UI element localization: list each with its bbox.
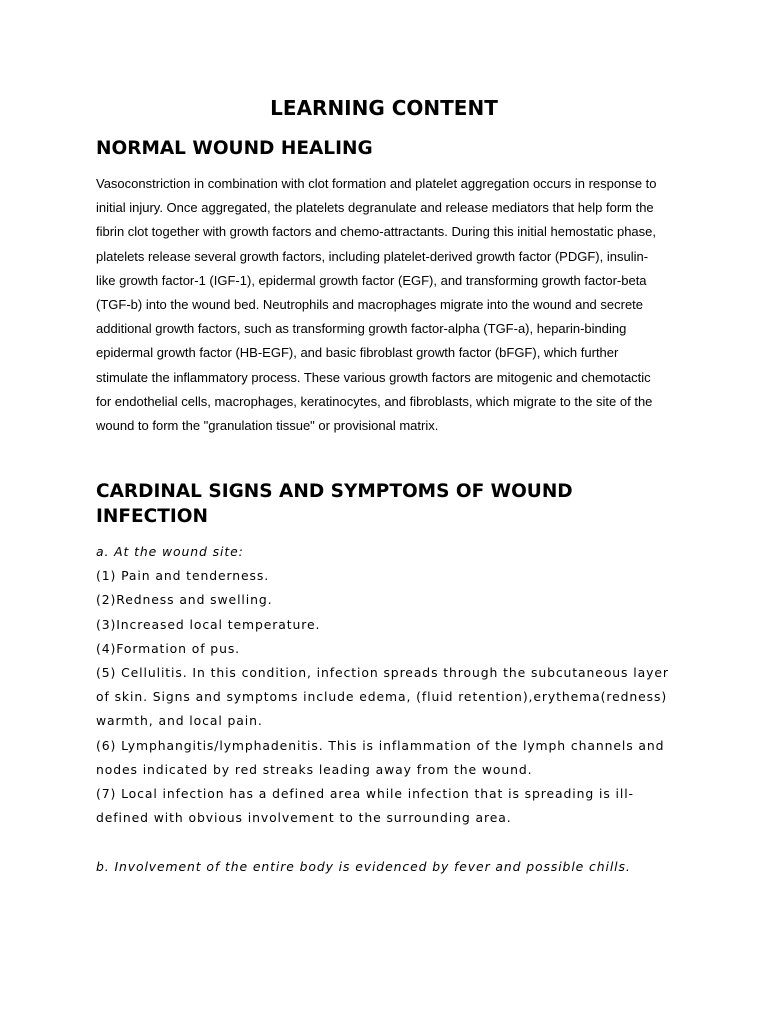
spacer [96,830,672,854]
list-item: (4)Formation of pus. [96,640,241,656]
list-item: (2)Redness and swelling. [96,592,273,608]
list-item: (1) Pain and tenderness. [96,568,270,584]
section-heading-wound-healing: NORMAL WOUND HEALING [96,138,373,159]
section-heading-cardinal-signs: CARDINAL SIGNS AND SYMPTOMS OF WOUND INFECTION [96,481,573,527]
list-item: (5) Cellulitis. In this condition, infection spreads through the subcutaneous layer of skin. Signs and symptoms include edema, (fluid retention),erythema(redness) [96,665,669,705]
list-item: (7) Local infection has a defined area while infection that is spreading is ill-defined with obvious involvement to the surrounding area. [96,786,634,826]
signs-list [96,540,672,879]
list-item: warmth, and local pain. [96,713,263,729]
list-item: (3)Increased local temperature. [96,616,321,632]
list-item: (6) Lymphangitis/lymphadenitis. This is inflammation of the lymph channels and nodes indicated by red streaks leading away from the wound. [96,737,665,777]
wound-healing-paragraph: Vasoconstriction in combination with clot formation and platelet aggregation occurs in response to initial injury. Once aggregated, the platelets degranulate and release mediators that help form the fibrin clot together with growth factors and chemo-attractants. During this initial hemostatic phase, platelets release several growth factors, including platelet-derived growth factor (PDGF), insulin-like growth factor-1 (IGF-1), epidermal growth factor (EGF), and transforming growth factor-beta (TGF-b) into the wound bed. Neutrophils and macrophages migrate into the wound and secrete additional growth factors, such as transforming growth factor-alpha (TGF-a), heparin-binding epidermal growth factor (HB-EGF), and basic fibroblast growth factor (bFGF), which further stimulate the inflammatory process. These various growth factors are mitogenic and chemotactic for endothelial cells, macrophages, keratinocytes, and fibroblasts, which migrate to the site of the wound to form the "granulation tissue" or provisional matrix. [96,176,657,434]
document-title: LEARNING CONTENT [270,96,498,120]
subheading-wound-site: a. At the wound site: [96,544,244,559]
subheading-entire-body: b. Involvement of the entire body is evidenced by fever and possible chills. [96,858,631,874]
